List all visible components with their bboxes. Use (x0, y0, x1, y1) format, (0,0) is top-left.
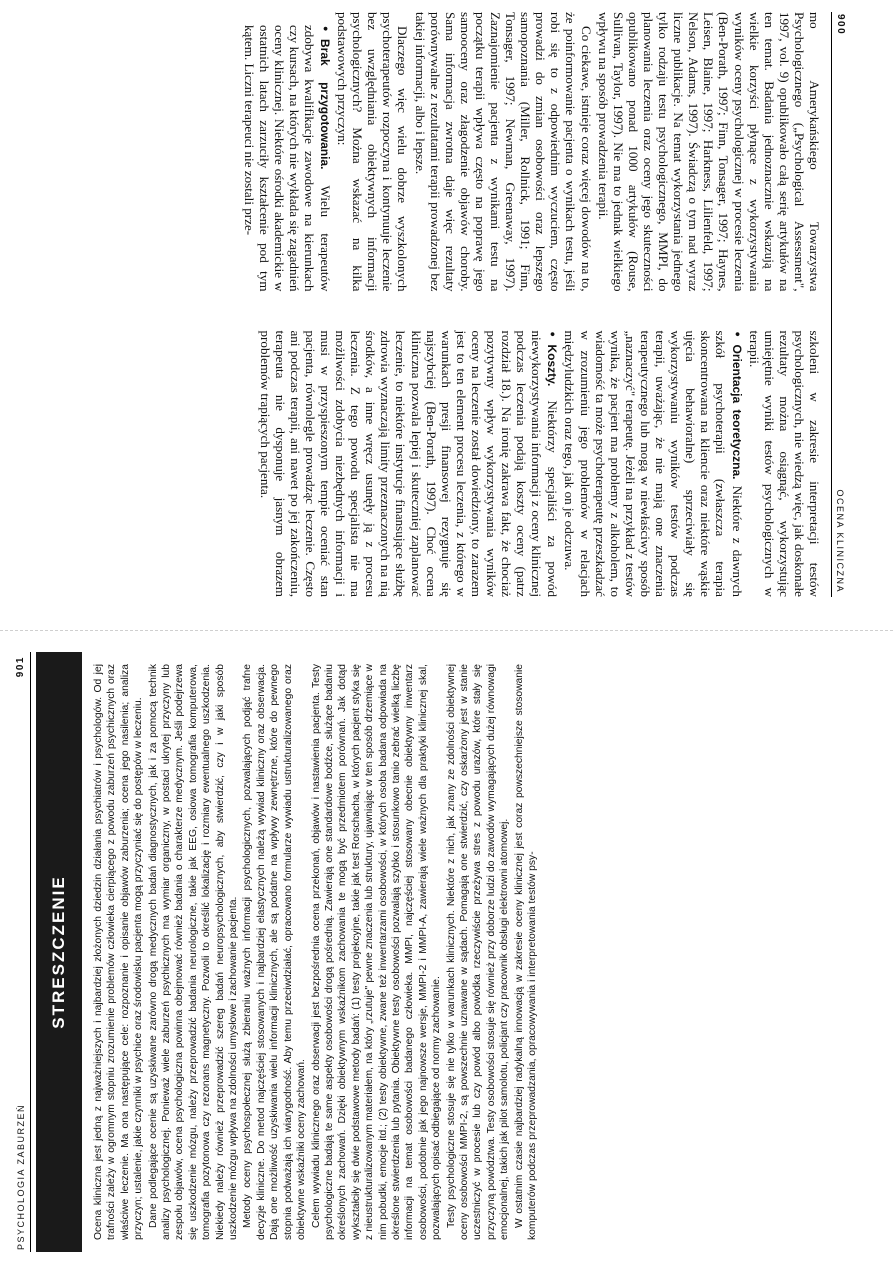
paragraph: Co ciekawe, istnieje coraz więcej dowodów na to, że poinformowanie pacjenta o wynikach testu, jeśli robi się to z odpowiednim wyczuciem, często prowadzi do zmian osobowości oraz lepszego samopoznania (Miller, Rollnick, 1991; Finn, Tonsager, 1997; Newman, Greenaway, 1997). Zaznajomienie pacjenta z wynikami testu na początku terapii wpływa często na poprawę jego samooceny oraz złagodzenie objawów choroby. Sama informacja zwrotna daje więc rezultaty porównywalne z rezultatami terapii prowadzonej bez takiej informacji, albo i lepsze. (412, 12, 594, 292)
left-page (0, 12, 850, 597)
summary-box (36, 652, 856, 1252)
paragraph: szkoleni w zakresie interpretacji testów psychologicznych, nie wiedzą więc, jak doskonałe rezultaty można osiągnąć, wykorzystując umiejętnie wyniki testów psychologicznych w terapii. (746, 330, 822, 597)
summary-paragraph: Ocena kliniczna jest jedną z najważniejszych i najbardziej złożonych dziedzin działania psychiatrów i psychologów. Od jej trafności zależy w ogromnym stopniu zrozumienie problemów człowieka cierpiącego z powodu zaburzeń psychicznych oraz właściwe leczenie. Ma ona następujące cele: rozpoznanie i opisanie objawów zaburzenia; ocena jego nasilenia; analiza przyczyn; ustalenie, jakie czynniki w psychice oraz środowisku pacjenta mogą przyczyniać się do postępów w leczeniu. (93, 664, 145, 1240)
right-page (12, 652, 872, 1252)
summary-paragraph: Dane podlegające ocenie są uzyskiwane zarówno drogą medycznych badań diagnostycznych, jak i za pomocą technik analizy psychologicznej. Ponieważ wiele zaburzeń psychicznych ma wymiar organiczny, w postaci ukrytej przyczyny lub zespołu objawów, ocena psychologiczna powinna obejmować również badania o charakterze medycznym. Jeśli podejrzewa się uszkodzenie mózgu, należy przeprowadzić badania neurologiczne, takie jak EEG, osiowa tomografia komputerowa, tomografia pozytonowa czy rezonans magnetyczny. Pozwoli to określić lokalizację i rozmiary ewentualnego uszkodzenia. Niekiedy należy również przeprowadzić szereg badań neuropsychologicznych, aby stwierdzić, czy i w jaki sposób uszkodzenie mózgu wpływa na zdolności umysłowe i zachowanie pacjenta. (147, 664, 240, 1240)
summary-paragraph: Testy psychologiczne stosuje się nie tylko w warunkach klinicznych. Niektóre z nich, jak znany ze zdolności obiektywnej oceny osobowości MMPI-2, są powszechnie uznawane w sądach. Pomagają one stwierdzić, czy oskarżony jest w stanie uczestniczyć w procesie lub czy powód albo powódka rzeczywiście przeżywa stres z powodu urazów, które stały się przyczyną powództwa. Testy osobowości stosuje się również przy doborze ludzi do zawodów wymagających dużej równowagi emocjonalnej, takich jak pilot samolotu, policjant czy pracownik obsługi elektrowni atomowej. (445, 664, 511, 1240)
bullet-item (562, 318, 744, 598)
summary-paragraph: W ostatnim czasie najbardziej radykalną innowacją w zakresie oceny klinicznej jest coraz powszechniejsze stosowanie komputerów podczas przeprowadzania, opracowywania i interpretowania testów psy- (513, 664, 538, 1240)
left-page-region (0, 0, 893, 620)
bullet-item (241, 12, 333, 292)
bullet-heading: Orientacja teoretyczna. (729, 344, 744, 480)
left-column-1 (241, 12, 822, 292)
bullet-heading: Brak przygotowania. (318, 39, 332, 170)
left-columns (241, 12, 822, 597)
left-page-number: 900 (835, 14, 846, 36)
bullet-text: Niektórzy specjaliści za powód niewykorzystywania informacji z oceny klinicznej podczas leczenia podają koszty oceny (patrz rozdział 18.). Na ironię zakrawa fakt, że chociaż pozytywny wpływ wykorzystywania wyników oceny na leczenie został dowiedziony, to zarazem jest to ten element procesu leczenia, z którego w warunkach presji finansowej rezygnuje się najszybciej (Ben-Porath, 1997). Choć ocena kliniczna pozwala lepiej i skuteczniej zaplanować leczenie, to niektóre instytucje finansujące służbę zdrowia wyznaczają limity przeznaczonych na nią środków, a inne wręcz usunęły ją z procesu leczenia. Z tego powodu specjalista nie ma możliwości zdobycia niezbędnych informacji i musi w przyspieszonym tempie oceniać stan pacjenta, równolegle prowadząc leczenie. Często ani podczas terapii, ani nawet po jej zakończeniu, terapeuta nie dysponuje jasnym obrazem problemów trapiących pacjenta. (257, 330, 561, 597)
right-page-region (0, 640, 893, 1263)
bullet-heading: Koszty. (545, 344, 560, 387)
left-running-head (831, 12, 850, 597)
left-running-title: OCENA KLINICZNA (835, 489, 845, 593)
right-page-number: 901 (15, 656, 26, 678)
summary-body (82, 652, 539, 1252)
bullet-text: Wielu terapeutów zdobywa kwalifikacje zawodowe na kierunkach czy kursach, na których nie wykłada się zagadnień oceny klinicznej. Niektóre ośrodki akademickie w ostatnich latach zarzuciły kształcenie pod tym kątem. Liczni terapeuci nie zostali prze- (241, 25, 333, 292)
right-running-head (12, 652, 31, 1252)
bullet-text: Niektóre z dawnych szkół psychoterapii (zwłaszcza terapia skoncentrowana na kliencie oraz niektóre wąskie ujęcia behawioralne) sprzeciwiały się wykorzystywaniu wyników testów podczas terapii, uważając, że nie mają one znaczenia terapeutycznego lub mogą w niewłaściwy sposób „naznaczyć" terapeutę. Jeżeli na przykład z testów wynika, że pacjent ma problemy z alkoholem, to wiadomość ta może psychoterapeutę przeszkadzać w zrozumieniu jego problemów w relacjach międzyludzkich oraz tego, jak on je odczuwa. (562, 330, 745, 597)
summary-paragraph: Metody oceny psychospołecznej służą zbieraniu ważnych informacji psychologicznych, pozwalających podjąć trafne decyzje kliniczne. Do metod najczęściej stosowanych i najbardziej elastycznych należą wywiad kliniczny oraz obserwacja. Dają one możliwość uzyskiwania wielu informacji klinicznych, ale są podatne na wpływy zewnętrzne, które do pewnego stopnia podważają ich wiarygodność. Aby temu przeciwdziałać, opracowano formularze wywiadu ustrukturalizowanego oraz obiektywne wskaźniki oceny zachowań. (242, 664, 308, 1240)
paragraph: mo Amerykańskiego Towarzystwa Psychologicznego („Psychological Assessment", 1997, vol. 9) opublikowało całą serię artykułów na ten temat. Badania jednoznacznie wskazują na wielkie korzyści płynące z wykorzystywania wyników oceny psychologicznej w procesie leczenia (Ben-Porath, 1997; Finn, Tonsager, 1997; Haynes, Leisen, Blaine, 1997; Harkness, Lilienfeld, 1997; Nelson, Adams, 1997). Świadczą o tym nad wyraz liczne publikacje. Na temat wykorzystania jednego tylko rodzaju testu psychologicznego, MMPI, do planowania leczenia oraz oceny jego skuteczności opublikowano ponad 1000 artykułów (Rouse, Sullivan, Taylor, 1997). Nie ma to jednak wielkiego wpływu na sposób prowadzenia terapii. (595, 12, 822, 292)
bullet-item (258, 318, 561, 598)
paragraph: Dlaczego więc wielu dobrze wyszkolonych psychoterapeutów rozpoczyna i kontynuuje leczenie bez uwzględniania obiektywnych informacji psychologicznych? Można wskazać na kilka podstawowych przyczyn: (335, 12, 411, 292)
left-column-2 (252, 318, 822, 598)
summary-paragraph: Celem wywiadu klinicznego oraz obserwacji jest bezpośrednia ocena przekonań, objawów i nastawienia pacjenta. Testy psychologiczne badają te same aspekty osobowości drogą pośrednią. Zawierają one standardowe bodźce, służące badaniu określonych zachowań. Dzięki obiektywnym wskaźnikom zachowania te mogą być przedmiotem porównań. Jak dotąd wykształciły się dwie podstawowe metody badań: (1) testy projekcyjne, takie jak test Rorschacha, w których pacjent styka się z nieustrukturalizowanym materiałem, na który „rzutuje" pewne znaczenia lub struktury, ujawniając w ten sposób drzemiące w nim pobudki, emocje itd.; (2) testy obiektywne, zwane też inwentarzami osobowości, w których osoba badana odpowiada na określone stwierdzenia lub pytania. Obiektywne testy osobowości pozwalają szybko i stosunkowo tanio zebrać wielką liczbę informacji na temat osobowości badanego człowieka. MMPI, najczęściej stosowany obecnie obiektywny inwentarz osobowości, podobnie jak jego najnowsze wersje, MMPI-2 i MMPI-A, zawierają wiele ważnych dla praktyki klinicznej skal, pozwalających opisać odbiegające od normy zachowanie. (310, 664, 443, 1240)
summary-title: STRESZCZENIE (36, 652, 82, 1252)
right-running-title: PSYCHOLOGIA ZABURZEŃ (16, 1103, 26, 1250)
page-divider (0, 630, 893, 631)
